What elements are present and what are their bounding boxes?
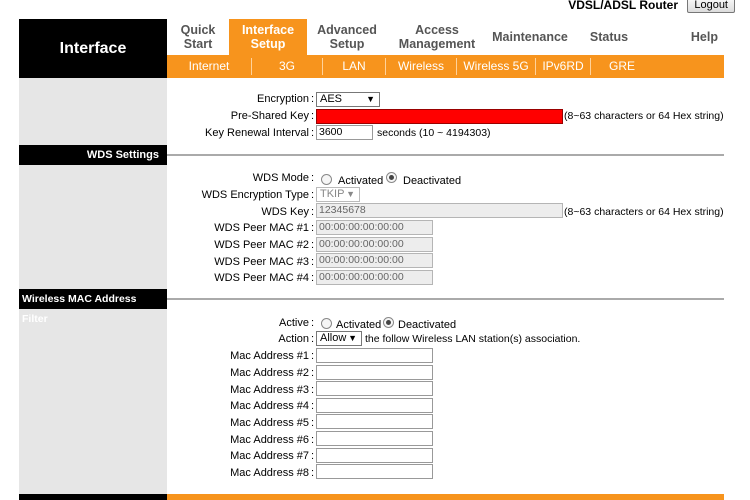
mac-address-input[interactable] bbox=[316, 381, 433, 396]
renewal-input[interactable]: 3600 bbox=[316, 125, 373, 140]
tab-label: Status bbox=[589, 30, 629, 44]
footer-left-bar bbox=[19, 494, 167, 500]
label-colon: : bbox=[311, 206, 315, 218]
mac-action-hint: the follow Wireless LAN station(s) association. bbox=[365, 333, 581, 345]
tab-label: Interface Setup bbox=[241, 23, 295, 51]
wds-enc-select[interactable] bbox=[316, 187, 360, 202]
tab-quick-start[interactable] bbox=[167, 19, 229, 55]
renewal-label: Key Renewal Interval bbox=[205, 127, 309, 139]
footer-accent-bar bbox=[167, 494, 724, 500]
tab-status[interactable] bbox=[573, 19, 645, 55]
mac-deactivated-radio[interactable] bbox=[383, 317, 394, 328]
wds-peer-mac-input[interactable]: 00:00:00:00:00:00 bbox=[316, 220, 433, 235]
mac-address-label: Mac Address #6 bbox=[230, 434, 309, 446]
tab-label: Maintenance bbox=[492, 30, 568, 44]
subtab-wireless[interactable]: Wireless bbox=[397, 59, 444, 73]
label-colon: : bbox=[311, 450, 315, 462]
wds-peer-mac-input[interactable]: 00:00:00:00:00:00 bbox=[316, 237, 433, 252]
mac-deactivated-label: Deactivated bbox=[398, 319, 457, 331]
wds-activated-label: Activated bbox=[338, 175, 384, 187]
dropdown-arrow-icon: ▼ bbox=[346, 189, 355, 199]
wds-peer-mac-input[interactable]: 00:00:00:00:00:00 bbox=[316, 270, 433, 285]
section-title: Interface bbox=[19, 19, 167, 78]
label-colon: : bbox=[311, 93, 315, 105]
mac-activated-radio[interactable] bbox=[321, 318, 332, 329]
label-colon: : bbox=[311, 239, 315, 251]
mac-address-label: Mac Address #2 bbox=[230, 367, 309, 379]
wds-mode-label: WDS Mode bbox=[252, 172, 309, 184]
mac-filter-section-label: Wireless MAC Address Filter bbox=[19, 289, 167, 309]
encryption-select[interactable] bbox=[316, 92, 380, 107]
main-nav bbox=[167, 19, 724, 55]
subtab-internet[interactable]: Internet bbox=[188, 59, 230, 73]
tab-help[interactable] bbox=[645, 19, 724, 55]
wds-peer-mac-input[interactable]: 00:00:00:00:00:00 bbox=[316, 253, 433, 268]
wds-activated-radio[interactable] bbox=[321, 174, 332, 185]
mac-address-input[interactable] bbox=[316, 431, 433, 446]
renewal-hint: seconds (10 ~ 4194303) bbox=[377, 127, 491, 139]
tab-interface-setup[interactable] bbox=[229, 19, 307, 55]
tab-access-management[interactable] bbox=[387, 19, 487, 55]
tab-label: Quick Start bbox=[180, 23, 216, 51]
wds-peer-label: WDS Peer MAC #4 bbox=[214, 272, 309, 284]
mac-address-input[interactable] bbox=[316, 398, 433, 413]
mac-action-value: Allow bbox=[320, 332, 347, 344]
label-colon: : bbox=[311, 222, 315, 234]
encryption-label: Encryption bbox=[257, 93, 309, 105]
encryption-value: AES bbox=[320, 93, 343, 105]
psk-input[interactable] bbox=[316, 109, 563, 124]
subtab-ipv6rd[interactable]: IPv6RD bbox=[542, 59, 584, 73]
wds-key-hint: (8~63 characters or 64 Hex string) bbox=[564, 206, 724, 218]
subtab-gre[interactable]: GRE bbox=[608, 59, 635, 73]
wds-peer-label: WDS Peer MAC #2 bbox=[214, 239, 309, 251]
mac-address-input[interactable] bbox=[316, 414, 433, 429]
tab-label: Help bbox=[690, 30, 718, 44]
mac-address-label: Mac Address #7 bbox=[230, 450, 309, 462]
mac-activated-label: Activated bbox=[336, 319, 382, 331]
sub-nav bbox=[167, 55, 724, 78]
label-colon: : bbox=[311, 110, 315, 122]
label-colon: : bbox=[311, 333, 315, 345]
mac-address-input[interactable] bbox=[316, 348, 433, 363]
mac-address-label: Mac Address #8 bbox=[230, 467, 309, 479]
section-divider bbox=[167, 298, 724, 300]
wds-deactivated-label: Deactivated bbox=[403, 175, 462, 187]
mac-address-label: Mac Address #4 bbox=[230, 400, 309, 412]
wds-key-label: WDS Key bbox=[261, 206, 309, 218]
label-colon: : bbox=[311, 127, 315, 139]
label-colon: : bbox=[311, 367, 315, 379]
label-colon: : bbox=[311, 350, 315, 362]
router-title: VDSL/ADSL Router bbox=[568, 0, 678, 12]
subtab-wireless-5g[interactable]: Wireless 5G bbox=[463, 59, 529, 73]
label-colon: : bbox=[311, 417, 315, 429]
psk-label: Pre-Shared Key bbox=[230, 110, 309, 122]
mac-active-label: Active bbox=[279, 317, 309, 329]
wds-peer-label: WDS Peer MAC #1 bbox=[214, 222, 309, 234]
wds-deactivated-radio[interactable] bbox=[386, 172, 397, 183]
logout-button[interactable]: Logout bbox=[687, 0, 735, 13]
mac-address-input[interactable] bbox=[316, 365, 433, 380]
dropdown-arrow-icon: ▼ bbox=[348, 333, 357, 343]
section-divider bbox=[167, 154, 724, 156]
mac-address-input[interactable] bbox=[316, 448, 433, 463]
wds-key-input[interactable]: 12345678 bbox=[316, 203, 563, 218]
wds-peer-label: WDS Peer MAC #3 bbox=[214, 256, 309, 268]
tab-advanced-setup[interactable] bbox=[307, 19, 387, 55]
top-strip bbox=[0, 0, 750, 15]
wds-section-label: WDS Settings bbox=[19, 145, 167, 165]
wds-enc-value: TKIP bbox=[320, 188, 345, 200]
tab-maintenance[interactable] bbox=[487, 19, 573, 55]
label-colon: : bbox=[311, 384, 315, 396]
mac-address-label: Mac Address #1 bbox=[230, 350, 309, 362]
label-colon: : bbox=[311, 467, 315, 479]
mac-action-label: Action bbox=[278, 333, 309, 345]
label-colon: : bbox=[311, 189, 315, 201]
tab-label: Advanced Setup bbox=[317, 23, 377, 51]
label-colon: : bbox=[311, 317, 315, 329]
mac-address-label: Mac Address #3 bbox=[230, 384, 309, 396]
label-colon: : bbox=[311, 256, 315, 268]
mac-address-input[interactable] bbox=[316, 464, 433, 479]
dropdown-arrow-icon: ▼ bbox=[366, 94, 375, 104]
label-colon: : bbox=[311, 400, 315, 412]
subtab-lan[interactable]: LAN bbox=[342, 59, 366, 73]
label-colon: : bbox=[311, 272, 315, 284]
wds-enc-label: WDS Encryption Type bbox=[201, 189, 309, 201]
subtab-3g[interactable]: 3G bbox=[278, 59, 295, 73]
label-colon: : bbox=[311, 434, 315, 446]
mac-action-select[interactable] bbox=[316, 331, 362, 346]
tab-label: Access Management bbox=[398, 23, 476, 51]
psk-hint: (8~63 characters or 64 Hex string) bbox=[564, 110, 724, 122]
label-colon: : bbox=[311, 172, 315, 184]
mac-address-label: Mac Address #5 bbox=[230, 417, 309, 429]
